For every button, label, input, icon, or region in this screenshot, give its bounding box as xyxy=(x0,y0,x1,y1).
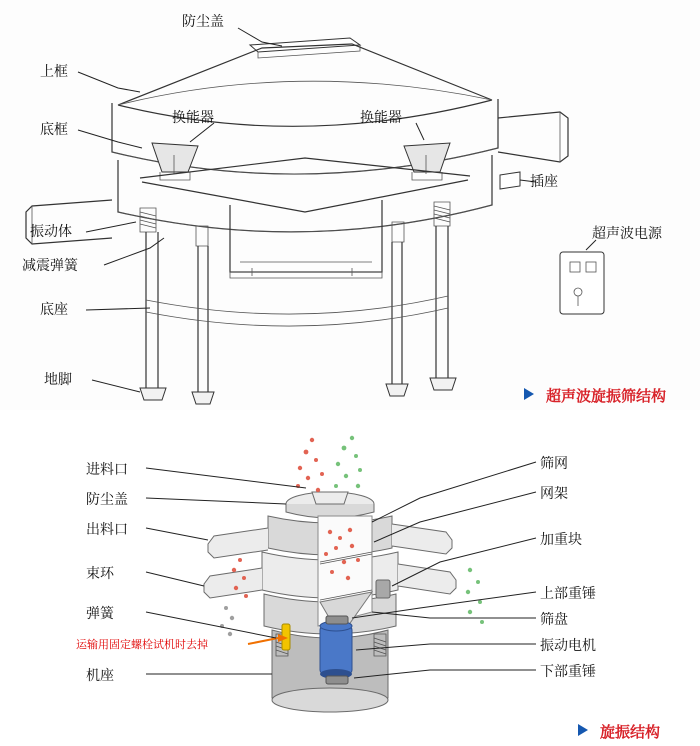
label-discharge-outlet: 出料口 xyxy=(86,521,128,537)
label-ultrasonic-power-supply: 超声波电源 xyxy=(592,225,662,241)
label-damping-spring: 减震弹簧 xyxy=(22,257,78,273)
label-transducer-right: 换能器 xyxy=(360,109,402,125)
label-transport-bolt-note: 运输用固定螺栓试机时去掉 xyxy=(76,639,208,651)
label-vibrating-body: 振动体 xyxy=(30,223,72,239)
label-lower-hammer: 下部重锤 xyxy=(540,663,596,679)
label-socket: 插座 xyxy=(530,173,558,189)
label-spring: 弹簧 xyxy=(86,605,114,621)
play-marker-icon xyxy=(524,388,534,400)
caption-rotary: 旋振结构 xyxy=(600,724,661,741)
label-mesh-frame: 网架 xyxy=(540,485,568,501)
label-clamp-ring: 束环 xyxy=(86,565,114,581)
label-screen-mesh: 筛网 xyxy=(540,455,568,471)
play-marker-icon-2 xyxy=(578,724,588,736)
label-base: 底座 xyxy=(40,301,68,317)
label-machine-base: 机座 xyxy=(86,667,114,683)
label-dust-cover: 防尘盖 xyxy=(86,491,128,507)
label-vibration-motor: 振动电机 xyxy=(540,637,596,653)
diagram-rotary-panel xyxy=(0,412,700,746)
label-dust-cover-top: 防尘盖 xyxy=(182,13,224,29)
label-bottom-frame: 底框 xyxy=(40,121,68,137)
label-upper-frame: 上框 xyxy=(40,63,68,79)
label-foot: 地脚 xyxy=(44,371,72,387)
label-feed-inlet: 进料口 xyxy=(86,461,128,477)
label-upper-hammer: 上部重锤 xyxy=(540,585,596,601)
label-transducer-left: 换能器 xyxy=(172,109,214,125)
label-weight-block: 加重块 xyxy=(540,531,582,547)
label-screen-tray: 筛盘 xyxy=(540,611,568,627)
caption-ultrasonic: 超声波旋振筛结构 xyxy=(546,388,667,405)
